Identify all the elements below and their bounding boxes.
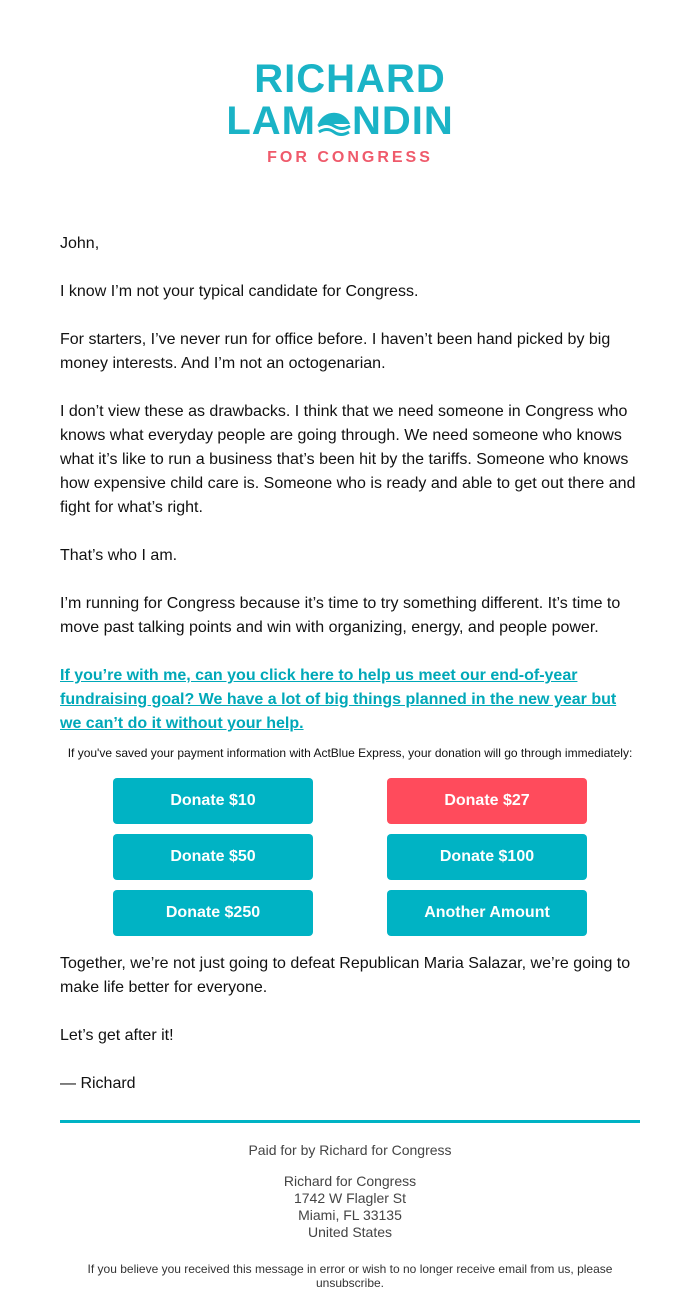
logo-line-1: RICHARD [254, 57, 446, 101]
mailing-address [60, 1173, 640, 1241]
body-paragraph: I know I’m not your typical candidate for Congress. [60, 283, 419, 300]
unsubscribe-text[interactable]: If you believe you received this message in error or wish to no longer receive email from us, please unsubscribe. [87, 1262, 613, 1290]
donate-100-button[interactable]: Donate $100 [387, 834, 587, 880]
donate-250-button[interactable]: Donate $250 [113, 890, 313, 936]
closing-section [60, 952, 640, 1120]
body-paragraph: I don’t view these as drawbacks. I think that we need someone in Congress who knows what everyday people are going through. We need someone who knows what it’s like to run a business that’s been hit by the tariffs. Someone who knows how expensive child care is. Someone who is ready and able to get out there and fight for what’s right. [60, 403, 636, 516]
address-line: Richard for Congress [283, 1173, 417, 1189]
another-amount-button[interactable]: Another Amount [387, 890, 587, 936]
donate-27-button[interactable]: Donate $27 [387, 778, 587, 824]
paid-for-disclaimer: Paid for by Richard for Congress [248, 1142, 452, 1158]
donate-50-button[interactable]: Donate $50 [113, 834, 313, 880]
logo-line-3: FOR CONGRESS [267, 149, 433, 166]
footer [60, 1142, 640, 1241]
address-line: United States [307, 1224, 393, 1240]
logo-mark [220, 56, 480, 168]
footer-divider [60, 1120, 640, 1123]
actblue-express-notice: If you've saved your payment information with ActBlue Express, your donation will go through immediately: [67, 746, 633, 760]
greeting: John, [60, 235, 100, 252]
signature: — Richard [60, 1075, 136, 1092]
logo-line-2-right: NDIN [352, 99, 454, 143]
closing-paragraph: Let’s get after it! [60, 1027, 174, 1044]
email-body [60, 232, 640, 748]
logo-line-2-left: LAM [226, 99, 316, 143]
closing-paragraph: Together, we’re not just going to defeat Republican Maria Salazar, we’re going to make life better for everyone. [60, 955, 631, 996]
address-line: Miami, FL 33135 [298, 1207, 402, 1223]
address-line: 1742 W Flagler St [293, 1190, 407, 1206]
campaign-logo [0, 56, 700, 168]
fundraising-link[interactable]: If you’re with me, can you click here to help us meet our end-of-year fundraising goal? We have a lot of big things planned in the new year but we can’t do it without your help. [60, 667, 617, 732]
wave-o-icon [318, 113, 350, 135]
body-paragraph: For starters, I’ve never run for office before. I haven’t been hand picked by big money interests. And I’m not an octogenarian. [60, 331, 611, 372]
body-paragraph: I’m running for Congress because it’s time to try something different. It’s time to move past talking points and win with organizing, energy, and people power. [60, 595, 621, 636]
donate-10-button[interactable]: Donate $10 [113, 778, 313, 824]
body-paragraph: That’s who I am. [60, 547, 178, 564]
